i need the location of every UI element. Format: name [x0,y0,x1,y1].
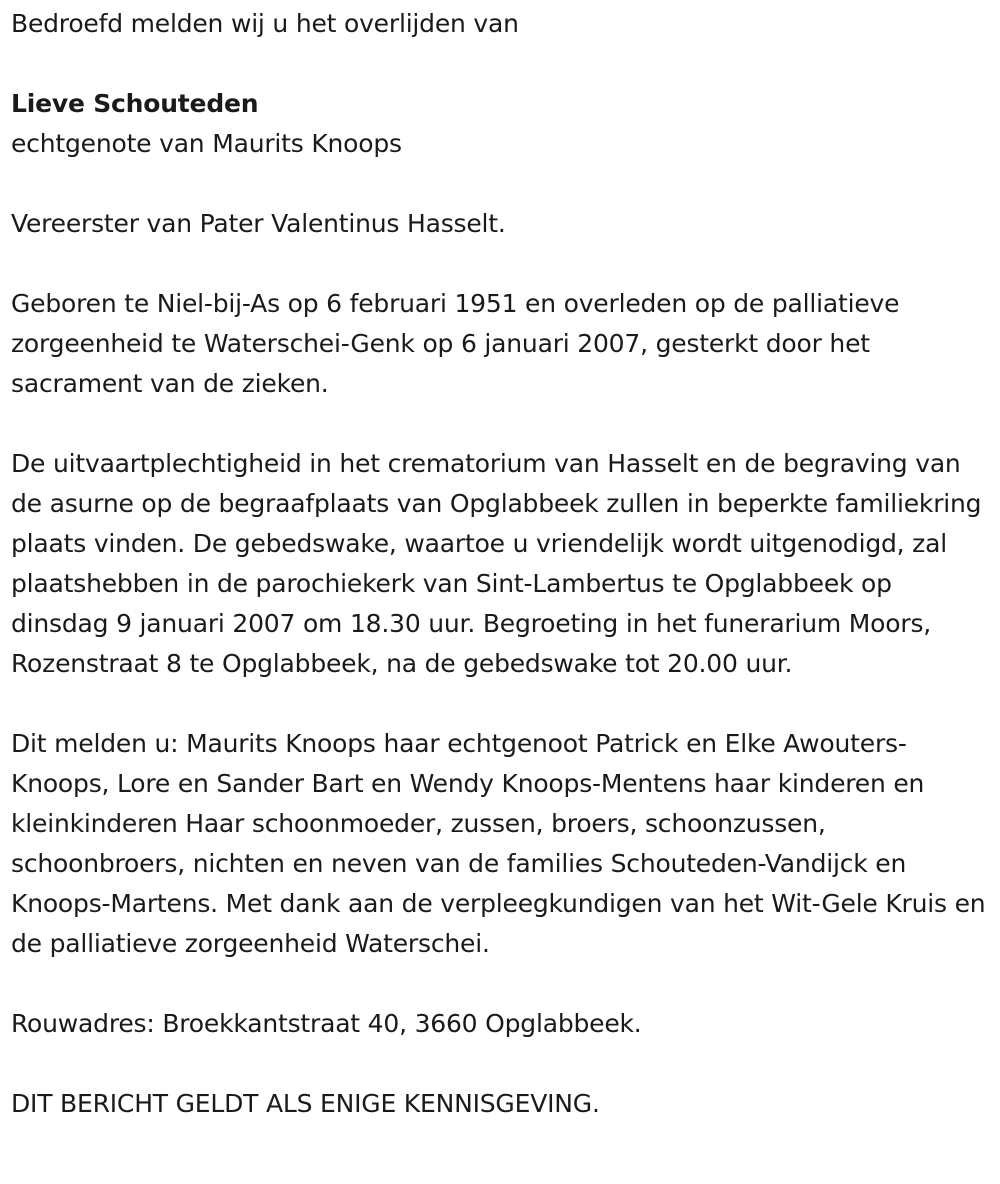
obituary-notice [11,4,995,1124]
intro-text: Bedroefd melden wij u het overlijden van [11,9,519,38]
birth-death-paragraph: Geboren te Niel-bij-As op 6 februari 1951 en overleden op de palliatieve zorgeenheid te Waterschei-Genk op 6 januari 2007, gesterkt door het sacrament van de zieken. [11,289,900,398]
ceremony-paragraph: De uitvaartplechtigheid in het crematorium van Hasselt en de begraving van de asurne op de begraafplaats van Opglabbeek zullen in beperkte familiekring plaats vinden. De gebedswake, waartoe u vriendelijk wordt uitgenodigd, zal plaatshebben in de parochiekerk van Sint-Lambertus te Opglabbeek op dinsdag 9 januari 2007 om 18.30 uur. Begroeting in het funerarium Moors, Rozenstraat 8 te Opglabbeek, na de gebedswake tot 20.00 uur. [11,449,982,678]
mourning-address: Rouwadres: Broekkantstraat 40, 3660 Opglabbeek. [11,1009,642,1038]
closing-statement: DIT BERICHT GELDT ALS ENIGE KENNISGEVING. [11,1089,600,1118]
deceased-name: Lieve Schouteden [11,89,259,118]
deceased-block [11,84,995,164]
family-paragraph: Dit melden u: Maurits Knoops haar echtgenoot Patrick en Elke Awouters-Knoops, Lore en Sander Bart en Wendy Knoops-Mentens haar kinderen en kleinkinderen Haar schoonmoeder, zussen, broers, schoonzussen, schoonbroers, nichten en neven van de families Schouteden-Vandijck en Knoops-Martens. Met dank aan de verpleegkundigen van het Wit-Gele Kruis en de palliatieve zorgeenheid Waterschei. [11,729,986,958]
devotion-text: Vereerster van Pater Valentinus Hasselt. [11,209,506,238]
spouse-line: echtgenote van Maurits Knoops [11,129,402,158]
